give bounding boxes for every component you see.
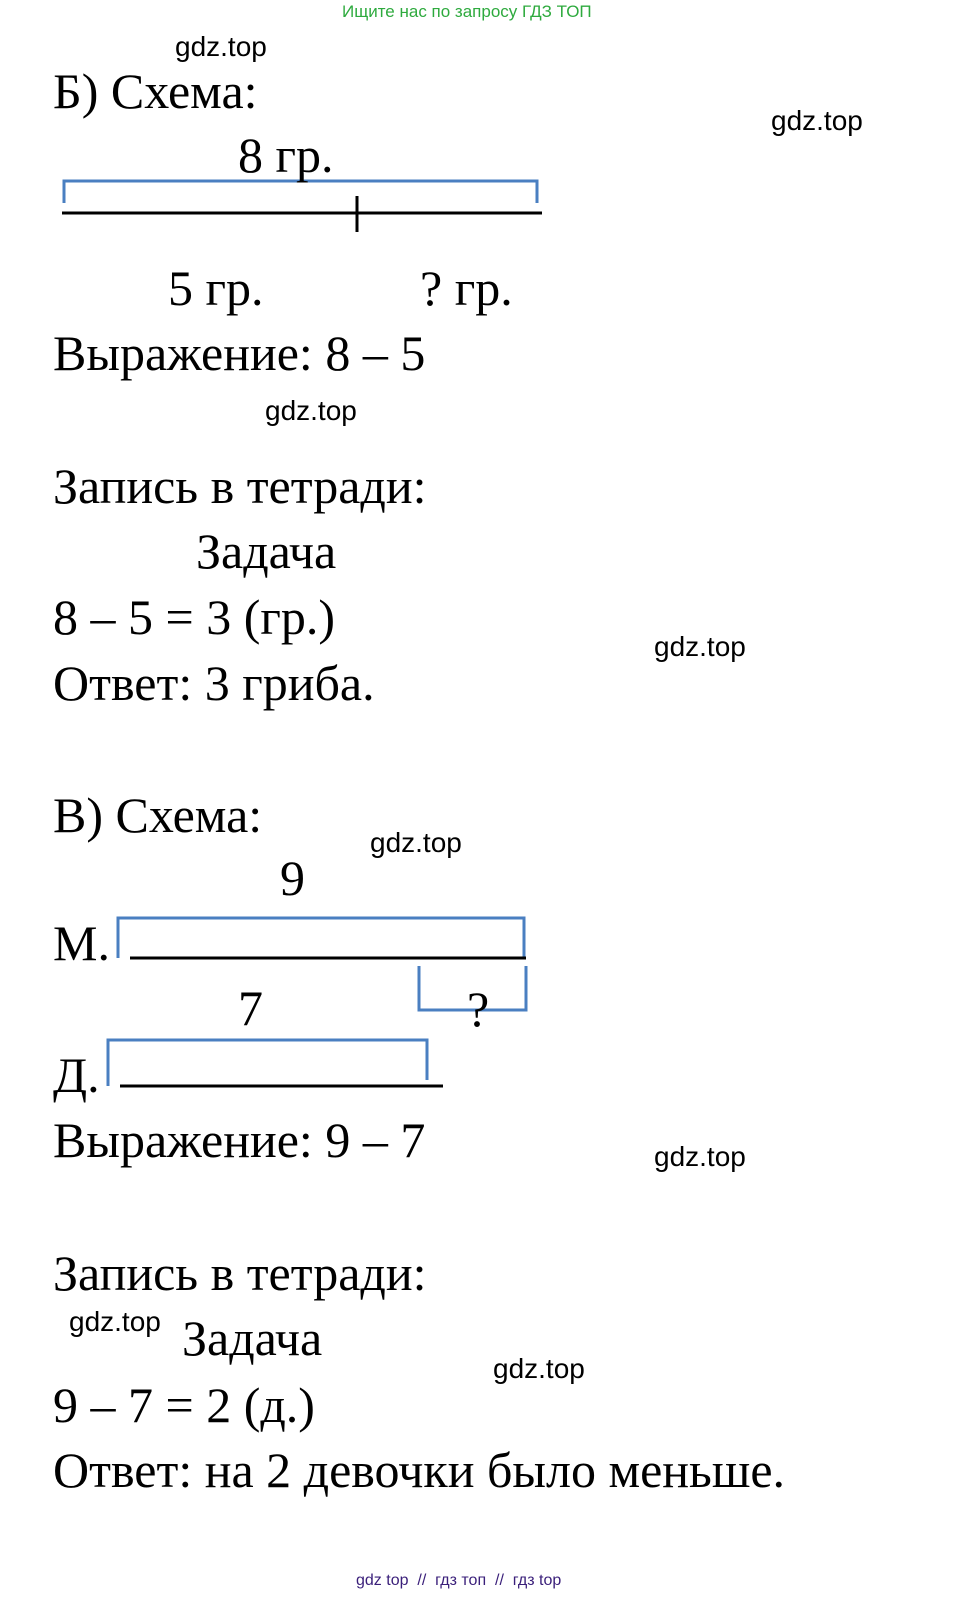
top-total-label: 9 bbox=[280, 850, 305, 906]
footer-links[interactable]: gdz top // гдз топ // гдз top bbox=[356, 1572, 562, 1589]
expression: Выражение: 8 – 5 bbox=[53, 325, 426, 381]
answer: Ответ: на 2 девочки было меньше. bbox=[53, 1442, 786, 1498]
watermark: gdz.top bbox=[370, 827, 462, 858]
bottom-total-label: 7 bbox=[238, 980, 263, 1036]
watermark: gdz.top bbox=[175, 31, 267, 62]
watermark: gdz.top bbox=[493, 1353, 585, 1384]
solution: 9 – 7 = 2 (д.) bbox=[53, 1377, 315, 1433]
answer: Ответ: 3 гриба. bbox=[53, 655, 375, 711]
top-banner[interactable]: Ищите нас по запросу ГДЗ ТОП bbox=[342, 2, 592, 21]
part-v-heading: В) Схема: bbox=[53, 787, 263, 843]
task-title: Задача bbox=[196, 523, 337, 579]
total-bracket bbox=[64, 181, 537, 203]
part-b-heading: Б) Схема: bbox=[53, 63, 258, 119]
notebook-heading: Запись в тетради: bbox=[53, 458, 427, 514]
watermark: gdz.top bbox=[265, 395, 357, 426]
right-part-label: ? гр. bbox=[420, 260, 513, 316]
watermark: gdz.top bbox=[69, 1306, 161, 1337]
row-d-label: Д. bbox=[53, 1047, 100, 1103]
row-m-label: М. bbox=[53, 915, 110, 971]
total-label: 8 гр. bbox=[238, 127, 334, 183]
watermark: gdz.top bbox=[654, 631, 746, 662]
expression: Выражение: 9 – 7 bbox=[53, 1112, 426, 1168]
question-label: ? bbox=[467, 981, 490, 1037]
notebook-heading: Запись в тетради: bbox=[53, 1245, 427, 1301]
left-part-label: 5 гр. bbox=[168, 260, 264, 316]
task-title: Задача bbox=[182, 1310, 323, 1366]
watermark: gdz.top bbox=[654, 1141, 746, 1172]
watermark: gdz.top bbox=[771, 105, 863, 136]
bottom-bracket bbox=[108, 1040, 427, 1086]
top-bracket bbox=[118, 918, 524, 958]
solution: 8 – 5 = 3 (гр.) bbox=[53, 589, 336, 645]
